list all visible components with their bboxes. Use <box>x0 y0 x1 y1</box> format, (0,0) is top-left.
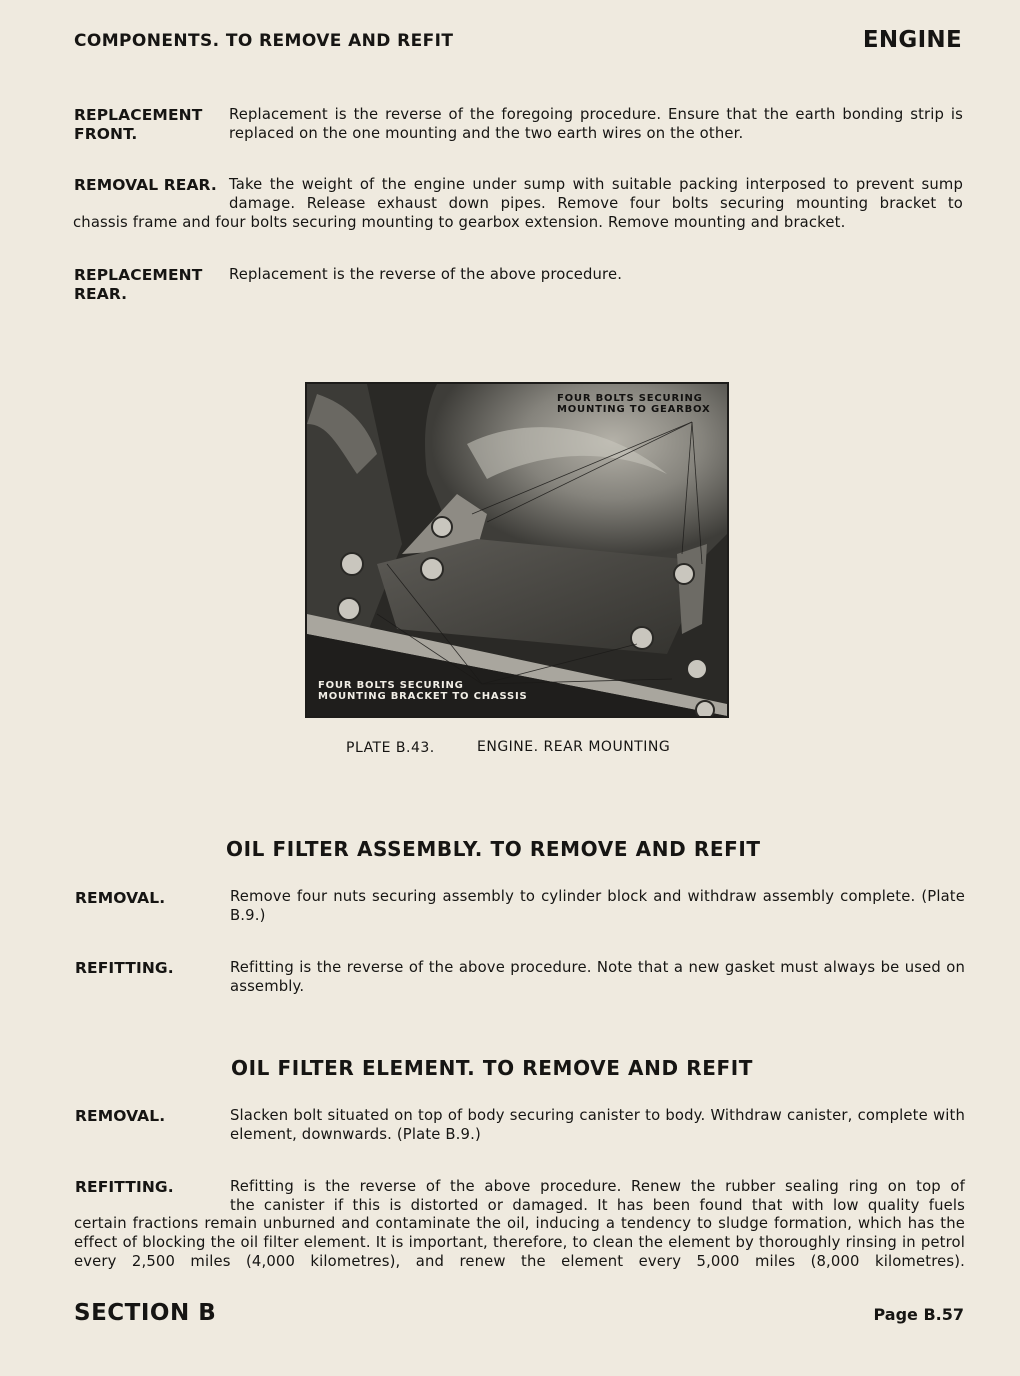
entry-label-assembly-removal: REMOVAL. <box>75 889 166 907</box>
entry-text-replacement-front: Replacement is the reverse of the foregoing procedure. Ensure that the earth bonding strip is replaced on the one mounting and the two earth wires on the other. <box>229 106 963 142</box>
plate-caption-number: PLATE B.43. <box>346 740 435 756</box>
section-title-oil-filter-assembly: OIL FILTER ASSEMBLY. TO REMOVE AND REFIT <box>226 837 761 861</box>
entry-label-element-removal: REMOVAL. <box>75 1107 166 1125</box>
callout-line: FOUR BOLTS SECURING <box>557 393 703 404</box>
entry-text-assembly-refitting: Refitting is the reverse of the above procedure. Note that a new gasket must always be used on assembly. <box>230 959 965 995</box>
plate-photo-rear-mounting <box>305 382 729 718</box>
plate-caption-title: ENGINE. REAR MOUNTING <box>477 739 671 755</box>
entry-text-element-removal: Slacken bolt situated on top of body securing canister to body. Withdraw canister, complete with element, downwards. (Plate B.9.) <box>230 1107 965 1143</box>
entry-label-removal-rear: REMOVAL REAR. <box>74 176 217 194</box>
engine-rear-mounting-photo <box>307 384 727 716</box>
entry-text-replacement-rear: Replacement is the reverse of the above procedure. <box>229 266 623 283</box>
chapter-title: ENGINE <box>862 27 962 53</box>
entry-text-removal-rear-line1: Take the weight of the engine under sump with suitable packing interposed to prevent sump <box>229 176 963 193</box>
callout-line: FOUR BOLTS SECURING <box>318 680 464 691</box>
entry-text-element-refitting-rest: certain fractions remain unburned and contaminate the oil, inducing a tendency to sludge formation, which has the effect of blocking the oil filter element. It is important, therefore, to clean the element by thoroughly rinsing in petrol every 2,500 miles (4,000 kilometres), and renew the element every 5,000 miles (8,000 kilometres). <box>74 1215 965 1270</box>
callout-gearbox-bolts <box>557 393 711 415</box>
footer-page-number: Page B.57 <box>873 1305 964 1324</box>
entry-label-replacement-rear <box>74 266 202 304</box>
entry-label-element-refitting: REFITTING. <box>75 1178 174 1196</box>
entry-text-removal-rear-line3: chassis frame and four bolts securing mounting to gearbox extension. Remove mounting and bracket. <box>73 214 846 231</box>
callout-line: MOUNTING BRACKET TO CHASSIS <box>318 691 528 702</box>
entry-label-replacement-front <box>74 106 202 144</box>
footer-section: SECTION B <box>74 1300 217 1326</box>
entry-text-removal-rear-line2: damage. Release exhaust down pipes. Remove four bolts securing mounting bracket to <box>229 195 963 212</box>
label-line: REPLACEMENT <box>74 106 203 124</box>
callout-line: MOUNTING TO GEARBOX <box>557 404 711 415</box>
label-line: REPLACEMENT <box>74 266 203 284</box>
entry-text-element-refitting-line1: Refitting is the reverse of the above procedure. Renew the rubber sealing ring on top of <box>230 1178 965 1195</box>
section-title-oil-filter-element: OIL FILTER ELEMENT. TO REMOVE AND REFIT <box>231 1056 754 1080</box>
label-line: REAR. <box>74 285 128 303</box>
entry-label-assembly-refitting: REFITTING. <box>75 959 174 977</box>
callout-chassis-bolts <box>318 680 528 702</box>
label-line: FRONT. <box>74 125 138 143</box>
running-header-title: COMPONENTS. TO REMOVE AND REFIT <box>74 31 454 51</box>
entry-text-assembly-removal: Remove four nuts securing assembly to cylinder block and withdraw assembly complete. (Plate B.9.) <box>230 888 965 924</box>
entry-text-element-refitting-line2: the canister if this is distorted or damaged. It has been found that with low quality fuels <box>230 1197 965 1214</box>
